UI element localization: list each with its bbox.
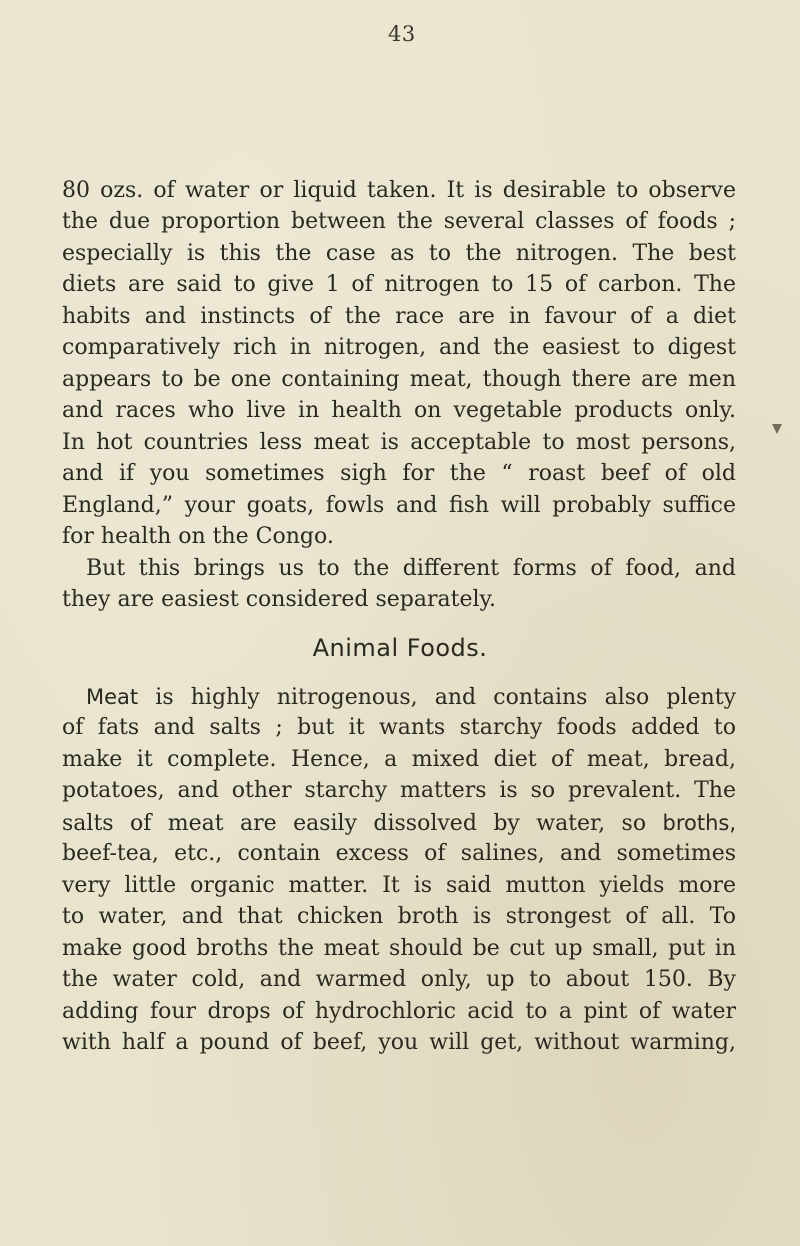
text-line [86, 682, 736, 713]
text-line: habits and instincts of the race are in favour of a diet [62, 304, 736, 329]
emphasis-term: broths, [662, 811, 736, 835]
text-line: comparatively rich in nitrogen, and the easiest to digest [62, 335, 736, 360]
text-span: salts of meat are easily dissolved by water, so [62, 811, 663, 836]
text-line: But this brings us to the different forms of food, and [86, 556, 736, 581]
text-line: to water, and that chicken broth is strongest of all. To [62, 904, 736, 929]
page-number: 43 [388, 22, 416, 46]
margin-mark [772, 424, 782, 434]
text-line: England,” your goats, fowls and fish will probably suffice [62, 493, 736, 518]
text-line: of fats and salts ; but it wants starchy foods added to [62, 715, 736, 740]
text-line: and if you sometimes sigh for the “ roast beef of old [62, 461, 736, 486]
text-line: make it complete. Hence, a mixed diet of meat, bread, [62, 747, 736, 772]
text-span: is highly nitrogenous, and contains also plenty [138, 685, 736, 710]
text-line: 80 ozs. of water or liquid taken. It is desirable to observe [62, 178, 736, 203]
text-line: adding four drops of hydrochloric acid to a pint of water [62, 999, 736, 1024]
text-line: diets are said to give 1 of nitrogen to 15 of carbon. The [62, 272, 736, 297]
text-line: potatoes, and other starchy matters is so prevalent. The [62, 778, 736, 803]
lead-term: Meat [86, 685, 139, 709]
section-heading: Animal Foods. [312, 634, 488, 662]
text-line: appears to be one containing meat, though there are men [62, 367, 736, 392]
text-line: the due proportion between the several classes of foods ; [62, 209, 736, 234]
text-line: and races who live in health on vegetable products only. [62, 398, 736, 423]
text-line: especially is this the case as to the nitrogen. The best [62, 241, 736, 266]
text-line: In hot countries less meat is acceptable to most persons, [62, 430, 736, 455]
text-line [62, 808, 736, 839]
text-line: beef-tea, etc., contain excess of salines, and sometimes [62, 841, 736, 866]
text-line: make good broths the meat should be cut up small, put in [62, 936, 736, 961]
text-line: for health on the Congo. [62, 524, 334, 549]
text-line: they are easiest considered separately. [62, 587, 497, 612]
text-line: the water cold, and warmed only, up to about 150. By [62, 967, 736, 992]
text-line: very little organic matter. It is said mutton yields more [62, 873, 736, 898]
text-line: with half a pound of beef, you will get, without warming, [62, 1030, 736, 1055]
